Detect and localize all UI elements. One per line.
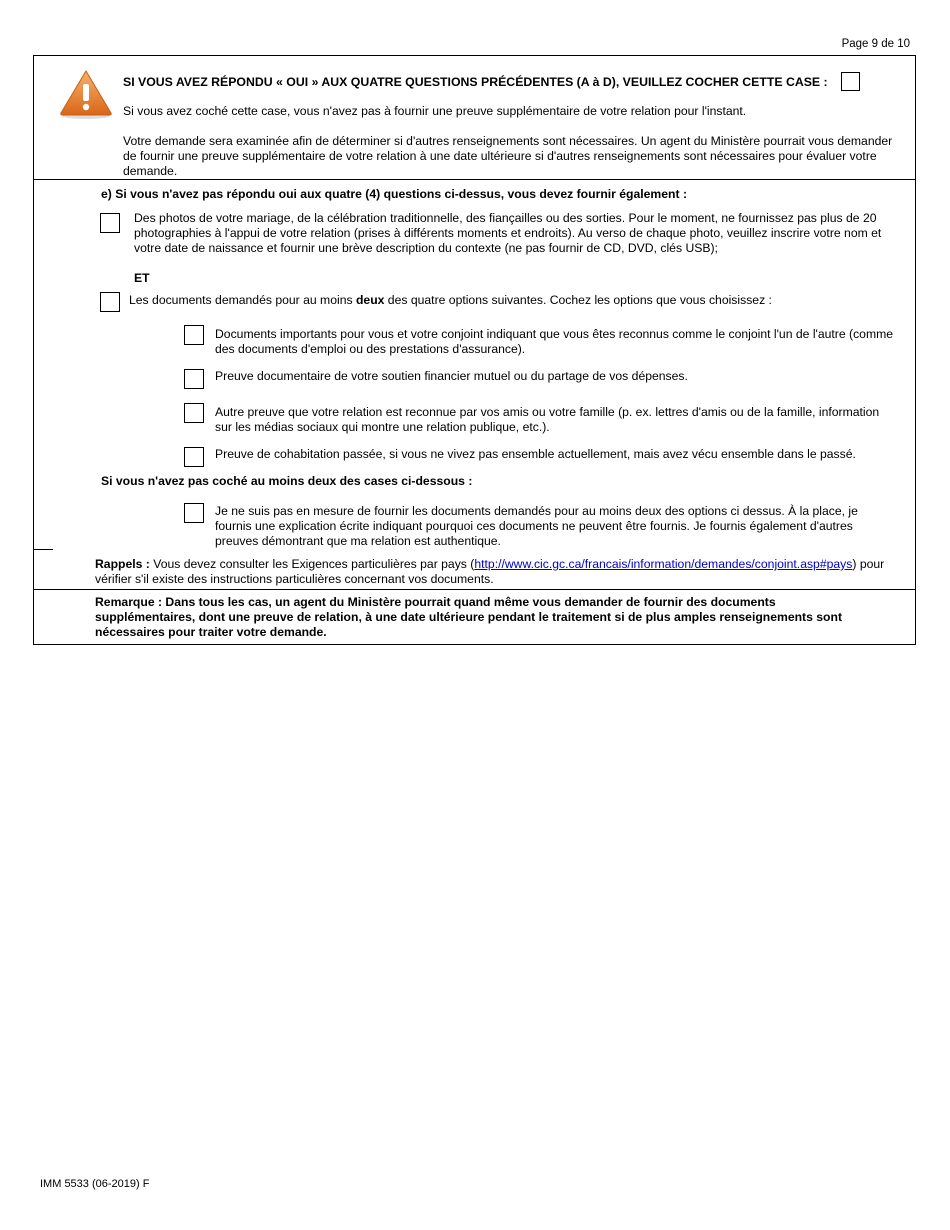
photos-checkbox[interactable] — [100, 213, 120, 233]
divider — [33, 589, 916, 590]
fallback-checkbox[interactable] — [184, 503, 204, 523]
notice-line-1: Si vous avez coché cette case, vous n'avez pas à fournir une preuve supplémentaire de votre relation pour l'instant. — [123, 104, 747, 118]
option-checkbox-recognition[interactable] — [184, 403, 204, 423]
page-number: Page 9 de 10 — [841, 38, 910, 50]
rappels-text: Rappels : Vous devez consulter les Exigences particulières par pays (http://www.cic.gc.ca/francais/information/demandes/conjoint.asp#pays) pour vérifier s'il existe des instructions particulières concernant vos documents. — [95, 557, 885, 586]
fallback-heading: Si vous n'avez pas coché au moins deux des cases ci-dessous : — [101, 474, 473, 488]
all-yes-checkbox[interactable] — [841, 72, 860, 91]
option-text: Documents importants pour vous et votre conjoint indiquant que vous êtes reconnus comme le conjoint l'un de l'autre (comme des documents d'emploi ou des prestations d'assurance). — [215, 327, 894, 356]
warning-triangle-icon — [58, 68, 114, 120]
documents-checkbox[interactable] — [100, 292, 120, 312]
option-text: Preuve documentaire de votre soutien financier mutuel ou du partage de vos dépenses. — [215, 369, 688, 383]
section-e-heading: e) Si vous n'avez pas répondu oui aux quatre (4) questions ci-dessus, vous devez fournir également : — [101, 187, 687, 201]
documents-text: Les documents demandés pour au moins deux des quatre options suivantes. Cochez les options que vous choisissez : — [129, 293, 772, 307]
fallback-text: Je ne suis pas en mesure de fournir les documents demandés pour au moins deux des options ci dessus. À la place, je fournis une explication écrite indiquant pourquoi ces documents ne peuvent être fournis. Je fournis également d'autres preuves démontrant que ma relation est authentique. — [215, 504, 858, 548]
option-text: Autre preuve que votre relation est reconnue par vos amis ou votre famille (p. ex. lettres d'amis ou de la famille, information sur les médias sociaux qui montre une relation publique, etc.). — [215, 405, 880, 434]
option-text: Preuve de cohabitation passée, si vous ne vivez pas ensemble actuellement, mais avez vécu ensemble dans le passé. — [215, 447, 856, 461]
notice-title: SI VOUS AVEZ RÉPONDU « OUI » AUX QUATRE QUESTIONS PRÉCÉDENTES (A à D), VEUILLEZ COCHER CETTE CASE : — [123, 75, 828, 89]
divider — [33, 179, 916, 180]
notice-line-2: Votre demande sera examinée afin de déterminer si d'autres renseignements sont nécessaires. Un agent du Ministère pourrait vous demander de fournir une preuve supplémentaire de votre relation à une date ultérieure si d'autres renseignements sont nécessaires pour évaluer votre demande. — [123, 134, 893, 178]
option-checkbox-financial[interactable] — [184, 369, 204, 389]
divider — [33, 549, 53, 550]
option-checkbox-cohabitation[interactable] — [184, 447, 204, 467]
option-checkbox-employment[interactable] — [184, 325, 204, 345]
country-requirements-link[interactable]: http://www.cic.gc.ca/francais/information/demandes/conjoint.asp#pays — [474, 557, 853, 571]
form-code: IMM 5533 (06-2019) F — [40, 1178, 150, 1190]
photos-text: Des photos de votre mariage, de la célébration traditionnelle, des fiançailles ou des sorties. Pour le moment, ne fournissez pas plus de 20 photographies à l'appui de votre relation (prises à différents moments et endroits). Au verso de chaque photo, veuillez inscrire votre nom et votre date de naissance et fournir une brève description du contexte (ne pas fournir de CD, DVD, clés USB); — [134, 211, 882, 255]
et-label: ET — [134, 271, 150, 285]
remarque-text: Remarque : Dans tous les cas, un agent du Ministère pourrait quand même vous demander de fournir des documents supplémentaires, dont une preuve de relation, à une date ultérieure pendant le traitement si de plus amples renseignements sont nécessaires pour traiter votre demande. — [95, 595, 843, 639]
